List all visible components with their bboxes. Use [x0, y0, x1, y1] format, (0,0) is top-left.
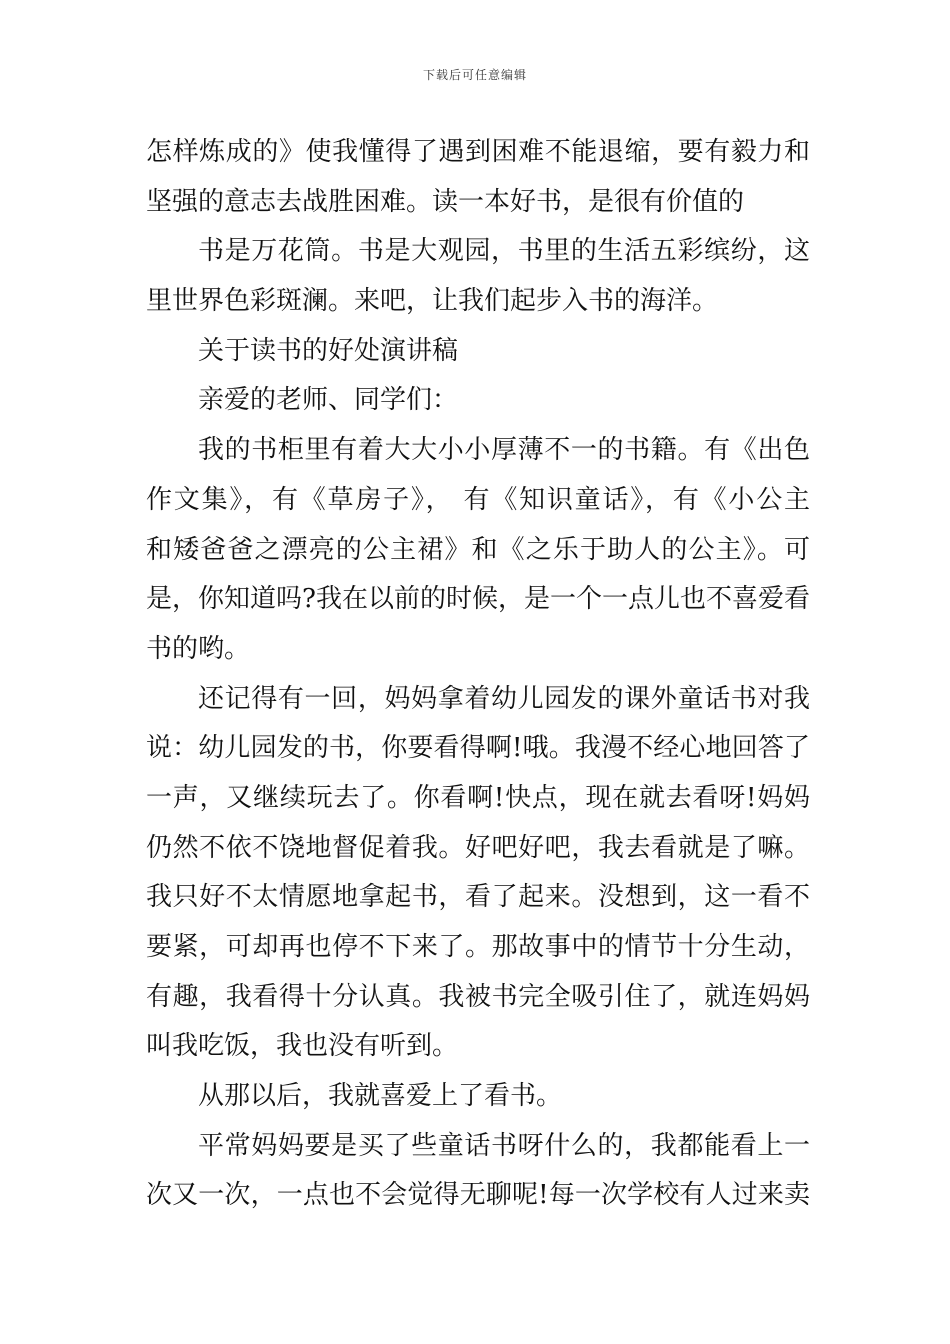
text-line: 有趣，我看得十分认真。我被书完全吸引住了，就连妈妈 — [146, 981, 810, 1012]
section-heading: 关于读书的好处演讲稿 — [198, 335, 459, 366]
text-line: 里世界色彩斑澜。来吧，让我们起步入书的海洋。 — [146, 286, 719, 317]
text-line: 坚强的意志去战胜困难。读一本好书，是很有价值的 — [146, 186, 745, 217]
text-line: 一声，又继续玩去了。你看啊!快点，现在就去看呀!妈妈 — [146, 782, 810, 813]
header-note: 下载后可任意编辑 — [422, 68, 527, 82]
text-line: 叫我吃饭，我也没有听到。 — [146, 1031, 459, 1062]
text-line: 次又一次，一点也不会觉得无聊呢!每一次学校有人过来卖 — [146, 1180, 810, 1211]
text-line: 平常妈妈要是买了些童话书呀什么的，我都能看上一 — [198, 1130, 810, 1161]
text-line: 作文集》，有《草房子》， 有《知识童话》，有《小公主 — [146, 484, 810, 515]
text-line: 要紧，可却再也停不下来了。那故事中的情节十分生动， — [146, 932, 810, 962]
text-line: 和矮爸爸之漂亮的公主裙》和《之乐于助人的公主》。可 — [146, 534, 810, 565]
salutation: 亲爱的老师、同学们： — [198, 385, 459, 416]
text-line: 怎样炼成的》使我懂得了遇到困难不能退缩，要有毅力和 — [146, 137, 810, 167]
text-line: 说：幼儿园发的书，你要看得啊!哦。我漫不经心地回答了 — [146, 733, 810, 764]
document-body — [146, 128, 810, 1221]
text-line: 书的哟。 — [146, 633, 251, 664]
text-line: 书是万花筒。书是大观园，书里的生活五彩缤纷，这 — [198, 236, 810, 267]
text-line: 还记得有一回，妈妈拿着幼儿园发的课外童话书对我 — [198, 683, 810, 714]
text-line: 我只好不太情愿地拿起书，看了起来。没想到，这一看不 — [146, 882, 810, 913]
text-line: 仍然不依不饶地督促着我。好吧好吧，我去看就是了嘛。 — [146, 832, 810, 863]
text-line: 是，你知道吗?我在以前的时候，是一个一点儿也不喜爱看 — [146, 584, 810, 615]
text-line: 从那以后，我就喜爱上了看书。 — [198, 1081, 563, 1112]
text-line: 我的书柜里有着大大小小厚薄不一的书籍。有《出色 — [198, 435, 810, 466]
